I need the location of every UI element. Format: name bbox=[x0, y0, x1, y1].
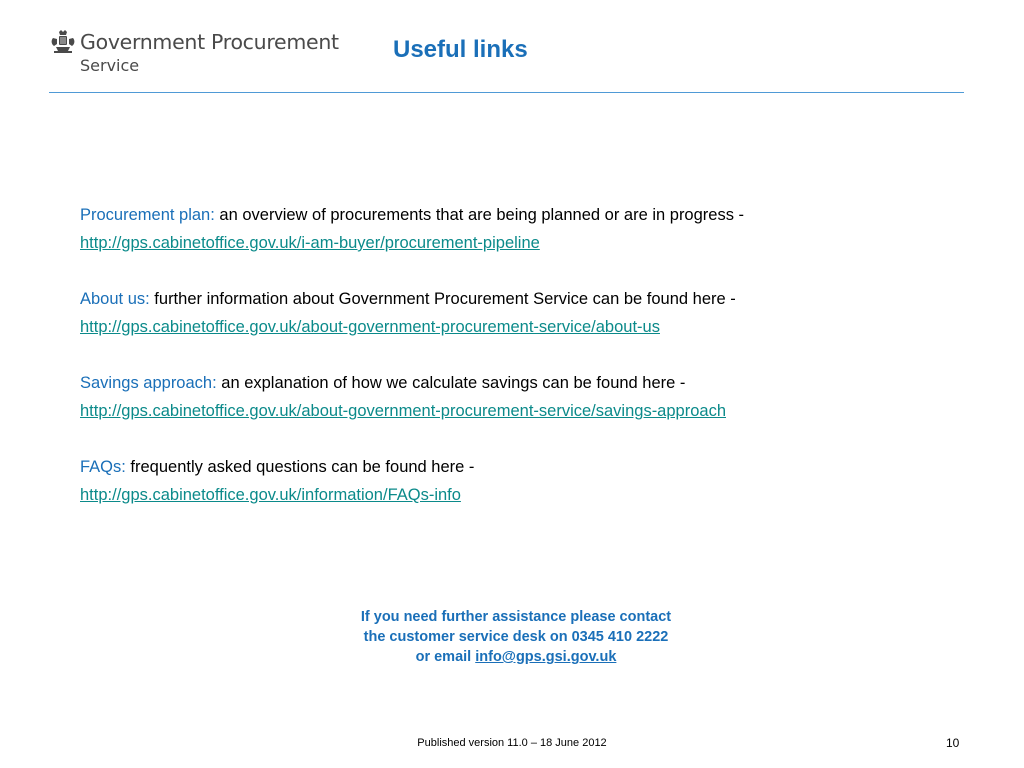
procurement-pipeline-link[interactable]: http://gps.cabinetoffice.gov.uk/i-am-buyer/procurement-pipeline bbox=[80, 234, 540, 252]
link-label: FAQs: bbox=[80, 458, 126, 476]
gps-logo bbox=[50, 28, 350, 78]
link-item-about-us bbox=[80, 285, 960, 341]
royal-crest-icon bbox=[50, 30, 76, 54]
link-description-line bbox=[80, 201, 960, 229]
contact-email-link[interactable]: info@gps.gsi.gov.uk bbox=[475, 649, 617, 665]
contact-line-1: If you need further assistance please contact bbox=[360, 609, 672, 625]
contact-email-prefix: or email bbox=[415, 649, 476, 665]
links-list bbox=[80, 201, 960, 537]
link-description-line bbox=[80, 285, 960, 313]
published-version: Published version 11.0 – 18 June 2012 bbox=[417, 737, 607, 749]
logo-title: Government Procurement bbox=[80, 30, 339, 54]
link-description: an explanation of how we calculate savings can be found here - bbox=[216, 374, 686, 392]
logo-subtitle: Service bbox=[80, 56, 140, 75]
link-item-procurement-plan bbox=[80, 201, 960, 257]
header-divider bbox=[49, 92, 964, 93]
link-item-savings-approach bbox=[80, 369, 960, 425]
link-description-line bbox=[80, 453, 960, 481]
about-us-link[interactable]: http://gps.cabinetoffice.gov.uk/about-government-procurement-service/about-us bbox=[80, 318, 660, 336]
contact-line-2: the customer service desk on 0345 410 2222 bbox=[363, 629, 669, 645]
faqs-link[interactable]: http://gps.cabinetoffice.gov.uk/information/FAQs-info bbox=[80, 486, 461, 504]
link-description: frequently asked questions can be found here - bbox=[125, 458, 475, 476]
link-description-line bbox=[80, 369, 960, 397]
link-item-faqs bbox=[80, 453, 960, 509]
contact-info bbox=[0, 607, 1024, 667]
contact-line-3 bbox=[0, 647, 1024, 667]
link-label: Procurement plan: bbox=[80, 206, 215, 224]
page-number: 10 bbox=[946, 736, 960, 750]
link-description: an overview of procurements that are being planned or are in progress - bbox=[214, 206, 745, 224]
link-label: About us: bbox=[80, 290, 150, 308]
page-title: Useful links bbox=[393, 36, 528, 63]
link-description: further information about Government Procurement Service can be found here - bbox=[149, 290, 736, 308]
link-label: Savings approach: bbox=[80, 374, 217, 392]
savings-approach-link[interactable]: http://gps.cabinetoffice.gov.uk/about-government-procurement-service/savings-approach bbox=[80, 402, 726, 420]
